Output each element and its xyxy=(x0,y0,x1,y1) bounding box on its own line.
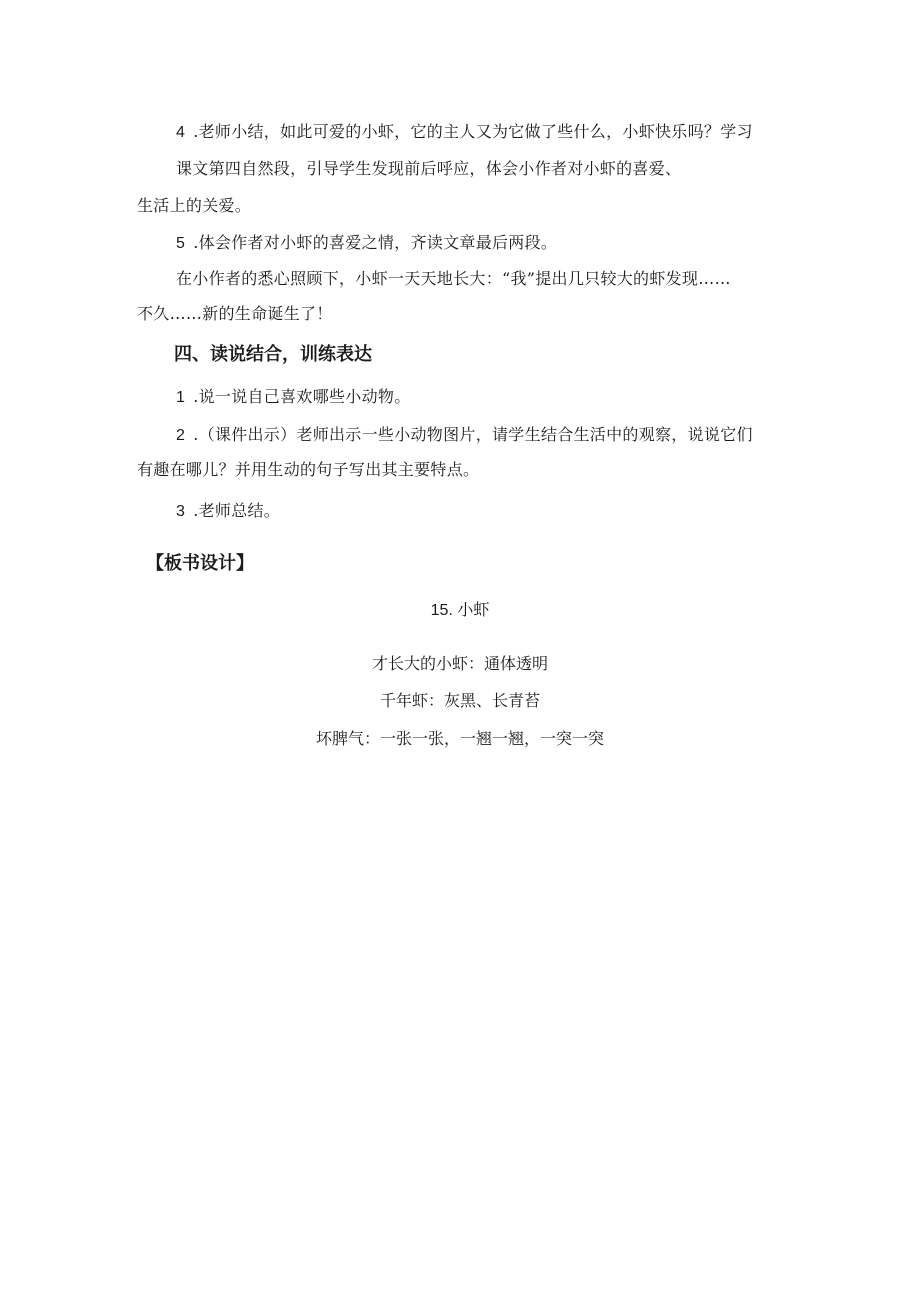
board-line-1: 才长大的小虾：通体透明 xyxy=(371,654,548,673)
s4-item-2-line-2: 有趣在哪儿？并用生动的句子写出其主要特点。 xyxy=(137,460,480,479)
item-4-number: 4 xyxy=(176,124,186,141)
s4-item-3-line xyxy=(176,501,280,522)
item-4-text-1: .老师小结，如此可爱的小虾，它的主人又为它做了些什么，小虾快乐吗？学习 xyxy=(193,122,753,141)
s4-item-2-text-1: .（课件出示）老师出示一些小动物图片，请学生结合生活中的观察，说说它们 xyxy=(193,425,753,444)
item-4-line-3: 生活上的关爱。 xyxy=(137,196,252,215)
s4-item-2-line-1 xyxy=(176,425,753,446)
s4-item-2-number: 2 xyxy=(176,427,186,444)
board-design-heading: 【板书设计】 xyxy=(146,553,254,574)
quote-line-2: 不久……新的生命诞生了！ xyxy=(137,304,333,323)
board-title: 15. 小虾 xyxy=(430,602,490,619)
board-line-3: 坏脾气：一张一张，一翘一翘，一突一突 xyxy=(315,729,604,748)
s4-item-1-number: 1 xyxy=(176,389,186,406)
s4-item-1-text: .说一说自己喜欢哪些小动物。 xyxy=(193,387,411,406)
s4-item-1-line xyxy=(176,387,411,408)
quote-line-1: 在小作者的悉心照顾下，小虾一天天地长大：“我”提出几只较大的虾发现…… xyxy=(176,269,731,288)
s4-item-3-number: 3 xyxy=(176,503,186,520)
item-4-line-2: 课文第四自然段，引导学生发现前后呼应，体会小作者对小虾的喜爱、 xyxy=(176,159,682,178)
item-5-number: 5 xyxy=(176,235,186,252)
item-4-line-1 xyxy=(176,122,753,143)
s4-item-3-text: .老师总结。 xyxy=(193,501,281,520)
section-4-heading: 四、读说结合，训练表达 xyxy=(174,344,372,365)
board-line-2: 千年虾：灰黑、长青苔 xyxy=(379,691,540,710)
item-5-line xyxy=(176,233,557,254)
item-5-text: .体会作者对小虾的喜爱之情，齐读文章最后两段。 xyxy=(193,233,558,252)
